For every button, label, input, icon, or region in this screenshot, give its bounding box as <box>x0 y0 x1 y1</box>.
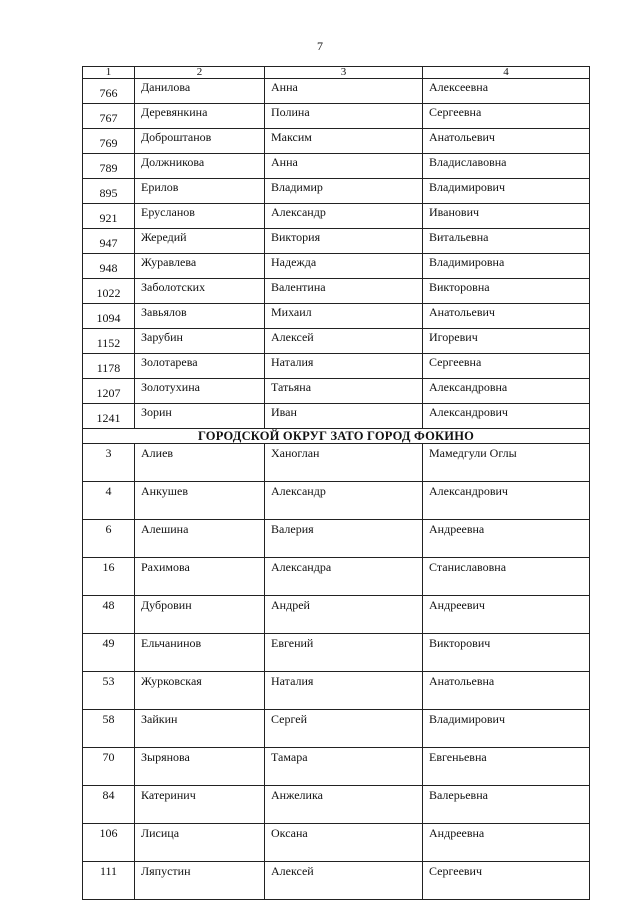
table-row <box>83 204 590 229</box>
cell-first-name: Валерия <box>265 520 423 558</box>
cell-first-name: Андрей <box>265 596 423 634</box>
cell-number: 1178 <box>83 354 135 379</box>
table-row <box>83 254 590 279</box>
cell-first-name: Тамара <box>265 748 423 786</box>
table-row <box>83 304 590 329</box>
names-table <box>82 66 590 900</box>
cell-patronymic: Сергеевна <box>423 354 590 379</box>
table-row <box>83 862 590 900</box>
table-row <box>83 634 590 672</box>
cell-patronymic: Андреевна <box>423 520 590 558</box>
cell-first-name: Виктория <box>265 229 423 254</box>
cell-number: 111 <box>83 862 135 900</box>
cell-surname: Зайкин <box>135 710 265 748</box>
table-row <box>83 129 590 154</box>
table-row <box>83 154 590 179</box>
cell-number: 106 <box>83 824 135 862</box>
cell-first-name: Владимир <box>265 179 423 204</box>
cell-surname: Завьялов <box>135 304 265 329</box>
table-row <box>83 520 590 558</box>
cell-surname: Зырянова <box>135 748 265 786</box>
cell-first-name: Алексей <box>265 862 423 900</box>
section-title: ГОРОДСКОЙ ОКРУГ ЗАТО ГОРОД ФОКИНО <box>83 429 590 444</box>
cell-number: 769 <box>83 129 135 154</box>
table-row <box>83 444 590 482</box>
cell-first-name: Анна <box>265 79 423 104</box>
cell-first-name: Анжелика <box>265 786 423 824</box>
cell-patronymic: Владимирович <box>423 179 590 204</box>
cell-surname: Заболотских <box>135 279 265 304</box>
cell-surname: Жередий <box>135 229 265 254</box>
cell-patronymic: Анатольевна <box>423 672 590 710</box>
cell-surname: Дубровин <box>135 596 265 634</box>
cell-number: 4 <box>83 482 135 520</box>
cell-patronymic: Александрович <box>423 404 590 429</box>
page-number: 7 <box>317 39 323 53</box>
cell-first-name: Полина <box>265 104 423 129</box>
cell-number: 49 <box>83 634 135 672</box>
cell-first-name: Александр <box>265 482 423 520</box>
cell-first-name: Наталия <box>265 672 423 710</box>
cell-number: 6 <box>83 520 135 558</box>
table-row <box>83 229 590 254</box>
cell-number: 84 <box>83 786 135 824</box>
table-row <box>83 354 590 379</box>
cell-surname: Катеринич <box>135 786 265 824</box>
cell-surname: Анкушев <box>135 482 265 520</box>
cell-surname: Алешина <box>135 520 265 558</box>
cell-number: 789 <box>83 154 135 179</box>
cell-patronymic: Викторович <box>423 634 590 672</box>
cell-first-name: Анна <box>265 154 423 179</box>
cell-number: 1207 <box>83 379 135 404</box>
cell-first-name: Оксана <box>265 824 423 862</box>
table-row <box>83 596 590 634</box>
cell-surname: Алиев <box>135 444 265 482</box>
cell-surname: Журавлева <box>135 254 265 279</box>
table-row <box>83 786 590 824</box>
cell-number: 16 <box>83 558 135 596</box>
cell-number: 58 <box>83 710 135 748</box>
cell-number: 947 <box>83 229 135 254</box>
cell-surname: Деревянкина <box>135 104 265 129</box>
table-row <box>83 748 590 786</box>
cell-number: 895 <box>83 179 135 204</box>
cell-patronymic: Александрович <box>423 482 590 520</box>
cell-patronymic: Станиславовна <box>423 558 590 596</box>
cell-first-name: Александра <box>265 558 423 596</box>
column-header: 4 <box>423 67 590 79</box>
cell-first-name: Михаил <box>265 304 423 329</box>
cell-first-name: Надежда <box>265 254 423 279</box>
section-header-row <box>83 429 590 444</box>
cell-patronymic: Витальевна <box>423 229 590 254</box>
cell-patronymic: Анатольевич <box>423 129 590 154</box>
cell-patronymic: Сергеевич <box>423 862 590 900</box>
table-body <box>83 67 590 900</box>
cell-number: 53 <box>83 672 135 710</box>
cell-surname: Золотарева <box>135 354 265 379</box>
cell-surname: Должникова <box>135 154 265 179</box>
cell-number: 767 <box>83 104 135 129</box>
cell-number: 48 <box>83 596 135 634</box>
column-header: 2 <box>135 67 265 79</box>
cell-patronymic: Владимирович <box>423 710 590 748</box>
cell-number: 1022 <box>83 279 135 304</box>
cell-first-name: Максим <box>265 129 423 154</box>
cell-surname: Данилова <box>135 79 265 104</box>
cell-number: 948 <box>83 254 135 279</box>
column-header: 3 <box>265 67 423 79</box>
cell-first-name: Валентина <box>265 279 423 304</box>
table-row <box>83 379 590 404</box>
cell-surname: Зорин <box>135 404 265 429</box>
cell-patronymic: Игоревич <box>423 329 590 354</box>
cell-patronymic: Викторовна <box>423 279 590 304</box>
cell-surname: Ерусланов <box>135 204 265 229</box>
cell-patronymic: Алексеевна <box>423 79 590 104</box>
cell-first-name: Александр <box>265 204 423 229</box>
cell-patronymic: Сергеевна <box>423 104 590 129</box>
cell-first-name: Сергей <box>265 710 423 748</box>
table-row <box>83 279 590 304</box>
cell-patronymic: Александровна <box>423 379 590 404</box>
cell-number: 1152 <box>83 329 135 354</box>
table-row <box>83 482 590 520</box>
cell-patronymic: Владимировна <box>423 254 590 279</box>
cell-surname: Ляпустин <box>135 862 265 900</box>
cell-number: 766 <box>83 79 135 104</box>
cell-patronymic: Мамедгули Оглы <box>423 444 590 482</box>
cell-number: 70 <box>83 748 135 786</box>
table-row <box>83 179 590 204</box>
table-row <box>83 329 590 354</box>
table-row <box>83 104 590 129</box>
column-header-row <box>83 67 590 79</box>
table-row <box>83 558 590 596</box>
cell-number: 1094 <box>83 304 135 329</box>
cell-patronymic: Анатольевич <box>423 304 590 329</box>
table-row <box>83 824 590 862</box>
cell-number: 921 <box>83 204 135 229</box>
cell-surname: Ерилов <box>135 179 265 204</box>
table-row <box>83 404 590 429</box>
table-row <box>83 710 590 748</box>
cell-first-name: Татьяна <box>265 379 423 404</box>
cell-number: 1241 <box>83 404 135 429</box>
cell-patronymic: Андреевич <box>423 596 590 634</box>
column-header: 1 <box>83 67 135 79</box>
cell-surname: Рахимова <box>135 558 265 596</box>
cell-number: 3 <box>83 444 135 482</box>
cell-surname: Зарубин <box>135 329 265 354</box>
cell-patronymic: Владиславовна <box>423 154 590 179</box>
cell-surname: Золотухина <box>135 379 265 404</box>
cell-patronymic: Иванович <box>423 204 590 229</box>
cell-first-name: Евгений <box>265 634 423 672</box>
cell-first-name: Наталия <box>265 354 423 379</box>
cell-surname: Журковская <box>135 672 265 710</box>
cell-patronymic: Валерьевна <box>423 786 590 824</box>
table-row <box>83 672 590 710</box>
cell-patronymic: Андреевна <box>423 824 590 862</box>
cell-surname: Лисица <box>135 824 265 862</box>
cell-patronymic: Евгеньевна <box>423 748 590 786</box>
cell-surname: Доброштанов <box>135 129 265 154</box>
cell-surname: Ельчанинов <box>135 634 265 672</box>
table-row <box>83 79 590 104</box>
cell-first-name: Ханоглан <box>265 444 423 482</box>
cell-first-name: Алексей <box>265 329 423 354</box>
cell-first-name: Иван <box>265 404 423 429</box>
